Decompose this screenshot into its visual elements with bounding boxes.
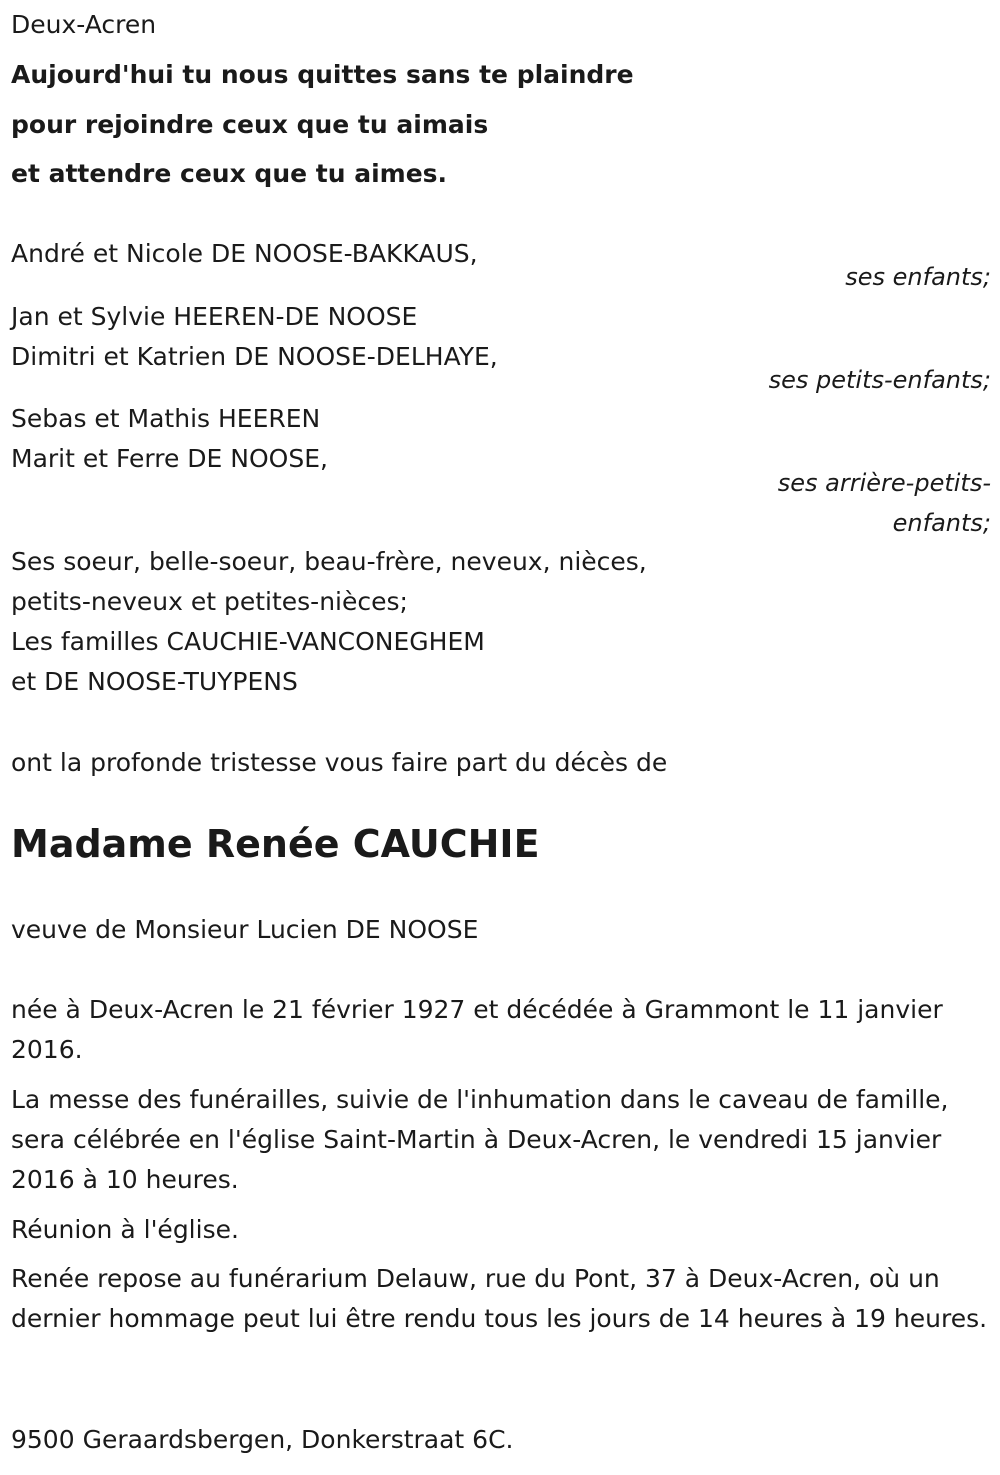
meeting-info: Réunion à l'église. bbox=[11, 1215, 239, 1244]
great-grandchildren-label-1: ses arrière-petits- bbox=[777, 469, 991, 497]
others-line-1: Ses soeur, belle-soeur, beau-frère, neveux, nièces, bbox=[11, 547, 647, 576]
great-grandchildren-name-1: Sebas et Mathis HEEREN bbox=[11, 404, 321, 433]
great-grandchildren-name-2: Marit et Ferre DE NOOSE, bbox=[11, 444, 328, 473]
announcement: ont la profonde tristesse vous faire part du décès de bbox=[11, 748, 668, 777]
funeral-details: La messe des funérailles, suivie de l'inhumation dans le caveau de famille, sera célébrée en l'église Saint-Martin à Deux-Acren, le vendredi 15 janvier 2016 à 10 heures. bbox=[11, 1085, 949, 1194]
grandchildren-label: ses petits-enfants; bbox=[768, 366, 991, 394]
others-line-2: petits-neveux et petites-nièces; bbox=[11, 587, 408, 616]
address: 9500 Geraardsbergen, Donkerstraat 6C. bbox=[11, 1425, 514, 1454]
children-name-1: André et Nicole DE NOOSE-BAKKAUS, bbox=[11, 239, 478, 268]
children-label: ses enfants; bbox=[845, 263, 991, 291]
others-line-4: et DE NOOSE-TUYPENS bbox=[11, 667, 298, 696]
widow-of: veuve de Monsieur Lucien DE NOOSE bbox=[11, 915, 479, 944]
deceased-name: Madame Renée CAUCHIE bbox=[11, 822, 540, 866]
others-line-3: Les familles CAUCHIE-VANCONEGHEM bbox=[11, 627, 485, 656]
repose-info: Renée repose au funérarium Delauw, rue du Pont, 37 à Deux-Acren, où un dernier hommage peut lui être rendu tous les jours de 14 heures à 19 heures. bbox=[11, 1264, 988, 1333]
birth-death: née à Deux-Acren le 21 février 1927 et décédée à Grammont le 11 janvier 2016. bbox=[11, 995, 943, 1064]
great-grandchildren-label-2: enfants; bbox=[892, 509, 991, 537]
poem-line-2: pour rejoindre ceux que tu aimais bbox=[11, 110, 489, 139]
poem-line-3: et attendre ceux que tu aimes. bbox=[11, 159, 448, 188]
poem-line-1: Aujourd'hui tu nous quittes sans te plaindre bbox=[11, 60, 634, 89]
place-heading: Deux-Acren bbox=[11, 10, 157, 39]
grandchildren-name-1: Jan et Sylvie HEEREN-DE NOOSE bbox=[11, 302, 418, 331]
grandchildren-name-2: Dimitri et Katrien DE NOOSE-DELHAYE, bbox=[11, 342, 498, 371]
